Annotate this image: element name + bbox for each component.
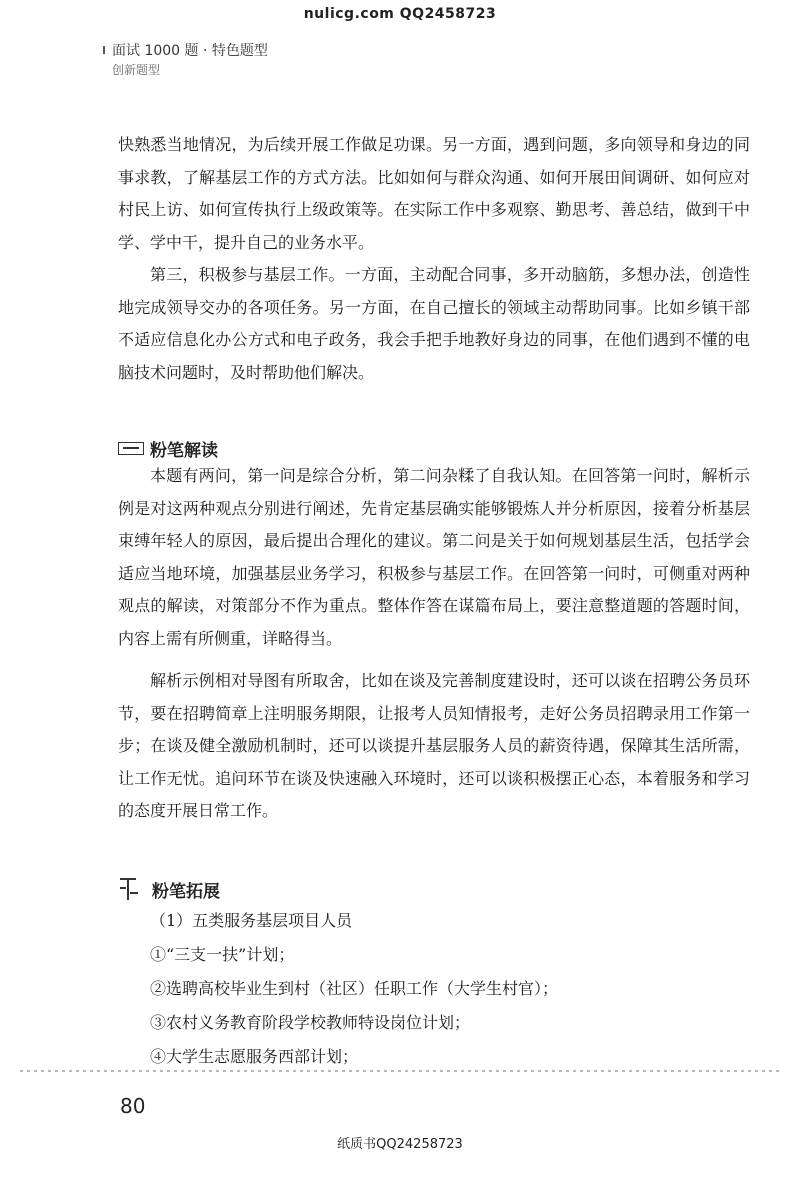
list-item: ②选聘高校毕业生到村（社区）任职工作（大学生村官）； <box>150 979 559 998</box>
scan-artifact-line <box>20 1070 780 1072</box>
section-title: 粉笔解读 <box>150 441 218 461</box>
list-item: ①“三支一扶”计划； <box>150 945 295 964</box>
section-title: 粉笔拓展 <box>152 881 220 902</box>
paragraph: 快熟悉当地情况，为后续开展工作做足功课。另一方面，遇到问题，多向领导和身边的同事求教，了解基层工作的方式方法。比如如何与群众沟通、如何开展田间调研、如何应对村民上访、如何宣传执行上级政策等。在实际工作中多观察、勤思考、善总结，做到干中学、学中干，提升自己的业务水平。 <box>118 135 750 252</box>
page-number: 80 <box>120 1094 146 1118</box>
paragraph: 第三，积极参与基层工作。一方面，主动配合同事，多开动脑筋，多想办法，创造性地完成领导交办的各项任务。另一方面，在自己擅长的领域主动帮助同事。比如乡镇干部不适应信息化办公方式和电子政务，我会手把手地教好身边的同事，在他们遇到不懂的电脑技术问题时，及时帮助他们解决。 <box>118 265 750 382</box>
section-heading-tuozhan <box>118 876 220 902</box>
top-text-block <box>118 129 750 389</box>
top-watermark: nulicg.com QQ2458723 <box>303 6 497 22</box>
jiedu-text-block <box>118 460 750 828</box>
bottom-watermark: 纸质书QQ24258723 <box>337 1137 463 1152</box>
paragraph: 解析示例相对导图有所取舍，比如在谈及完善制度建设时，还可以谈在招聘公务员环节，要在招聘简章上注明服务期限，让报考人员知情报考，走好公务员招聘录用工作第一步；在谈及健全激励机制时，还可以谈提升基层服务人员的薪资待遇，保障其生活所需，让工作无忧。追问环节在谈及快速融入环境时，还可以谈积极摆正心态，本着服务和学习的态度开展日常工作。 <box>118 671 750 820</box>
list-item: （1）五类服务基层项目人员 <box>150 911 353 930</box>
series-title: 面试 1000 题 · 特色题型 <box>112 43 268 59</box>
paragraph: 本题有两问，第一问是综合分析，第二问杂糅了自我认知。在回答第一问时，解析示例是对这两种观点分别进行阐述，先肯定基层确实能够锻炼人并分析原因，接着分析基层束缚年轻人的原因，最后提出合理化的建议。第二问是关于如何规划基层生活，包括学会适应当地环境，加强基层业务学习，积极参与基层工作。在回答第一问时，可侧重对两种观点的解读，对策部分不作为重点。整体作答在谋篇布局上，要注意整道题的答题时间，内容上需有所侧重，详略得当。 <box>118 466 750 648</box>
running-head <box>112 42 268 78</box>
chapter-title: 创新题型 <box>112 63 161 77</box>
list-item: ③农村义务教育阶段学校教师特设岗位计划； <box>150 1013 471 1032</box>
list-item: ④大学生志愿服务西部计划； <box>150 1047 359 1066</box>
extension-icon <box>118 876 140 902</box>
section-heading-jiedu <box>118 436 218 461</box>
badge-icon <box>118 442 144 455</box>
extension-list <box>150 904 750 1074</box>
margin-tick <box>103 46 105 54</box>
